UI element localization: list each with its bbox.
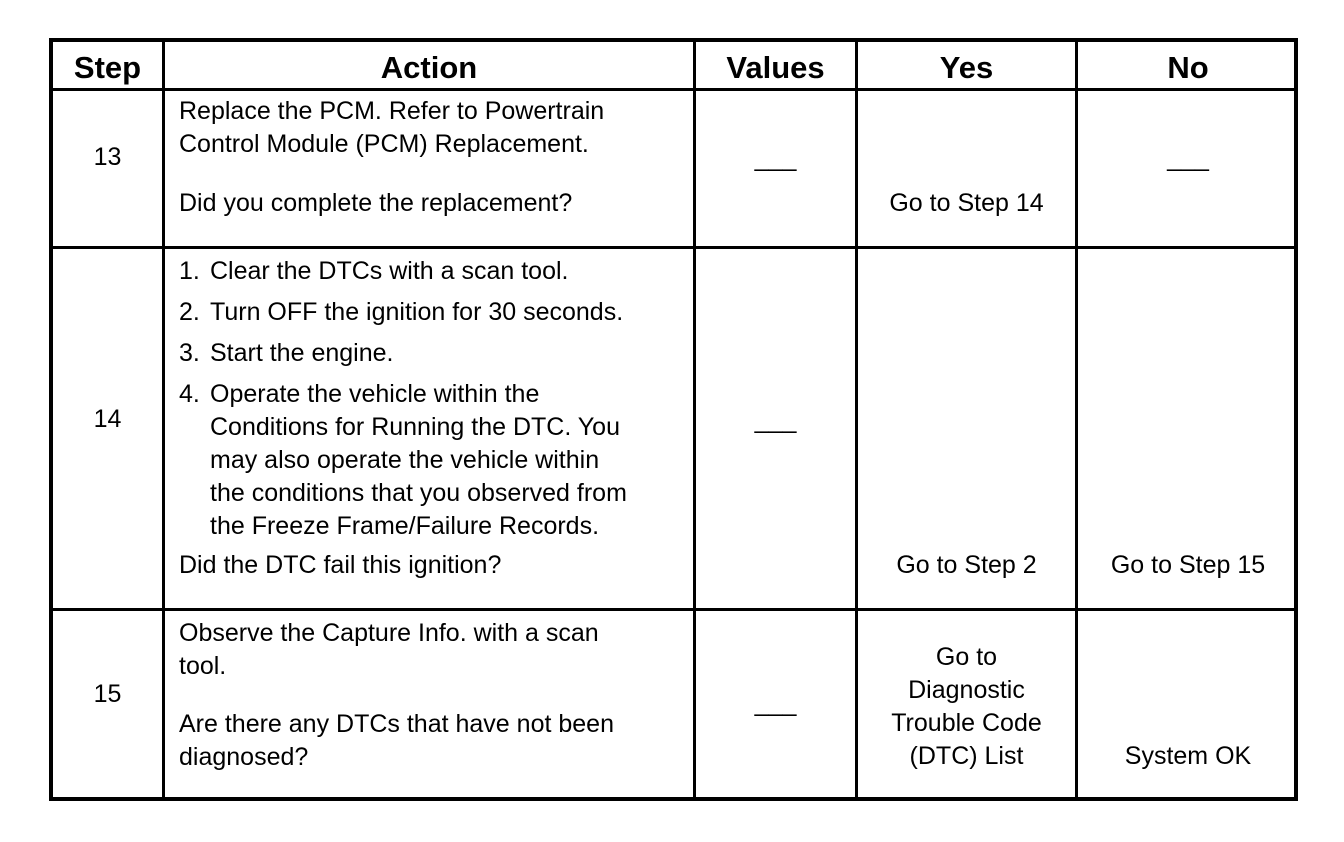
step-number: 15 [93,680,122,708]
list-text: Turn OFF the ignition for 30 seconds. [210,298,624,326]
action-question: Did the DTC fail this ignition? [179,551,502,579]
yes-line: Trouble Code [891,709,1042,737]
values-cell: ___ [754,144,797,172]
list-text: Operate the vehicle within the [210,380,540,408]
values-cell: ___ [754,689,797,717]
header-step: Step [73,50,142,85]
header-yes: Yes [939,50,994,85]
action-line: Replace the PCM. Refer to Powertrain [179,97,605,125]
action-line: Control Module (PCM) Replacement. [179,130,589,158]
yes-cell [858,641,1075,773]
list-text: Conditions for Running the DTC. You [210,413,620,441]
diagnostic-table [49,38,1298,801]
yes-cell: Go to Step 2 [896,551,1037,579]
yes-line: Go to [935,643,998,671]
action-question [179,708,614,774]
header-no: No [1167,50,1209,85]
list-text: the conditions that you observed from [210,479,627,507]
header-action: Action [380,50,478,85]
row-divider [53,246,1294,249]
action-text [179,95,604,161]
action-line: Observe the Capture Info. with a scan [179,619,599,647]
yes-line: (DTC) List [909,742,1024,770]
list-number: 3. [179,339,200,367]
list-item [179,337,627,370]
values-cell: ___ [754,406,797,434]
action-text [179,617,599,683]
no-cell: Go to Step 15 [1110,551,1266,579]
no-cell: ___ [1167,144,1209,172]
question-line: Are there any DTCs that have not been [179,710,614,738]
list-text: may also operate the vehicle within [210,446,600,474]
action-line: tool. [179,652,227,680]
list-item [179,255,627,288]
header-values: Values [726,50,825,85]
yes-cell: Go to Step 14 [889,189,1044,217]
list-text: the Freeze Frame/Failure Records. [210,512,600,540]
action-steps-list [179,255,627,543]
list-number: 2. [179,298,200,326]
no-cell: System OK [1124,742,1252,770]
step-number: 13 [93,143,122,171]
row-divider [53,608,1294,611]
list-item [179,296,627,329]
action-question: Did you complete the replacement? [179,189,573,217]
list-text: Start the engine. [210,339,394,367]
question-line: diagnosed? [179,743,309,771]
header-divider [53,88,1294,91]
step-number: 14 [93,405,122,433]
list-text-block [210,378,627,543]
list-number: 4. [179,380,200,408]
list-number: 1. [179,257,200,285]
column-divider [162,42,165,797]
list-item [179,378,627,543]
list-text: Clear the DTCs with a scan tool. [210,257,569,285]
yes-line: Diagnostic [908,676,1025,704]
